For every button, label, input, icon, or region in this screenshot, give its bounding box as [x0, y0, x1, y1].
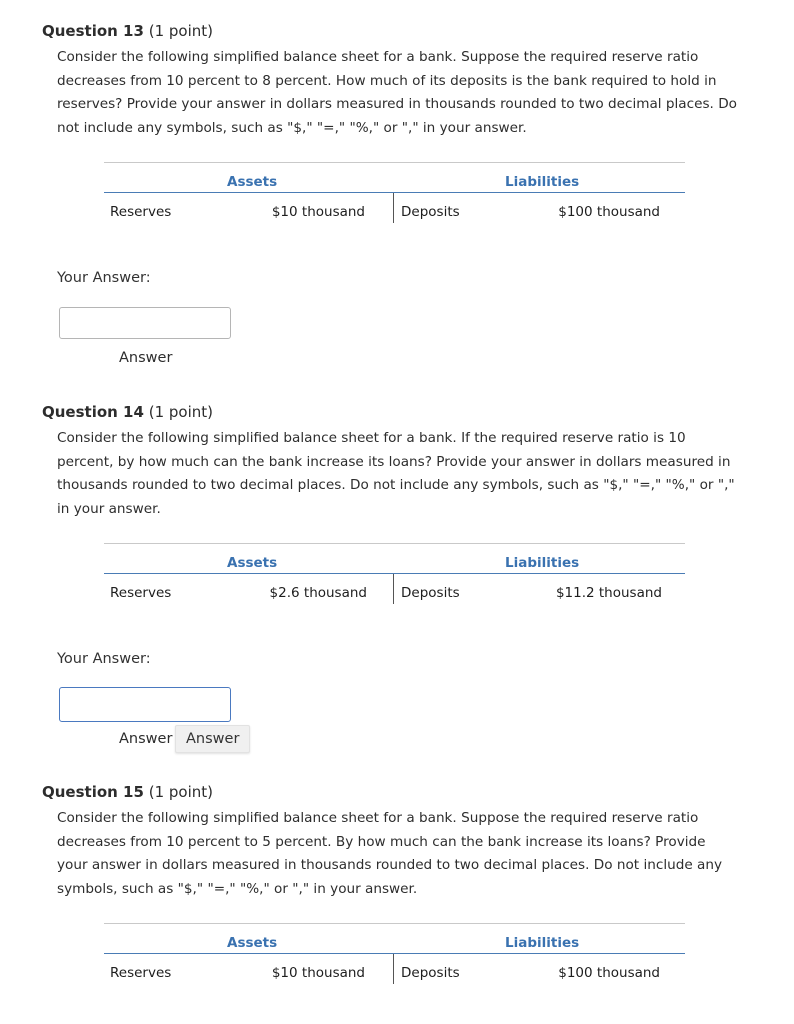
table-top-rule [104, 162, 685, 163]
question-heading [42, 403, 213, 421]
reserves-label: Reserves [110, 585, 172, 601]
question-15 [0, 783, 794, 1024]
deposits-value: $100 thousand [558, 965, 660, 981]
assets-header: Assets [227, 935, 278, 951]
assets-header: Assets [227, 174, 278, 190]
question-title: Question 14 [42, 403, 144, 421]
deposits-value: $11.2 thousand [555, 585, 662, 601]
deposits-label: Deposits [401, 585, 460, 601]
deposits-value: $100 thousand [558, 204, 660, 220]
your-answer-label: Your Answer: [57, 651, 151, 667]
question-title: Question 13 [42, 22, 144, 40]
question-text: Consider the following simplified balance sheet for a bank. Suppose the required reserve ratio decreases from 10 percent to 8 percent. How much of its deposits is the bank required to hold in reserves? Provide your answer in dollars measured in thousands rounded to two decimal places. Do not include any symbols, such as "$," "=," "%," or "," in your answer. [57, 49, 737, 136]
answer-label: Answer [119, 350, 173, 366]
question-13 [0, 22, 794, 372]
reserves-value: $10 thousand [271, 965, 365, 981]
reserves-label: Reserves [110, 204, 172, 220]
header-rule [104, 953, 685, 954]
reserves-label: Reserves [110, 965, 172, 981]
question-heading [42, 22, 213, 40]
assets-header: Assets [227, 555, 278, 571]
question-text: Consider the following simplified balance sheet for a bank. Suppose the required reserve ratio decreases from 10 percent to 5 percent. By how much can the bank increase its loans? Provide your answer in dollars measured in thousands rounded to two decimal places. Do not include any symbols, such as "$," "=," "%," or "," in your answer. [57, 810, 723, 897]
balance-sheet [104, 543, 685, 609]
answer-tooltip: Answer [175, 725, 250, 753]
answer-input[interactable] [59, 307, 231, 339]
liabilities-header: Liabilities [505, 555, 580, 571]
deposits-label: Deposits [401, 965, 460, 981]
reserves-value: $2.6 thousand [269, 585, 367, 601]
t-account-divider [393, 193, 394, 223]
table-top-rule [104, 543, 685, 544]
table-top-rule [104, 923, 685, 924]
question-points: (1 point) [148, 403, 213, 421]
liabilities-header: Liabilities [505, 935, 580, 951]
liabilities-header: Liabilities [505, 174, 580, 190]
question-text: Consider the following simplified balance sheet for a bank. If the required reserve ratio is 10 percent, by how much can the bank increase its loans? Provide your answer in dollars measured in thousands rounded to two decimal places. Do not include any symbols, such as "$," "=," "%," or "," in your answer. [57, 430, 735, 517]
t-account-divider [393, 954, 394, 984]
question-points: (1 point) [148, 783, 213, 801]
deposits-label: Deposits [401, 204, 460, 220]
reserves-value: $10 thousand [271, 204, 365, 220]
question-heading [42, 783, 213, 801]
balance-sheet [104, 162, 685, 228]
balance-sheet [104, 923, 685, 989]
header-rule [104, 573, 685, 574]
question-points: (1 point) [148, 22, 213, 40]
answer-input[interactable] [59, 687, 231, 722]
question-14 [0, 403, 794, 753]
t-account-divider [393, 574, 394, 604]
question-title: Question 15 [42, 783, 144, 801]
header-rule [104, 192, 685, 193]
answer-label: Answer [119, 731, 173, 747]
your-answer-label: Your Answer: [57, 270, 151, 286]
